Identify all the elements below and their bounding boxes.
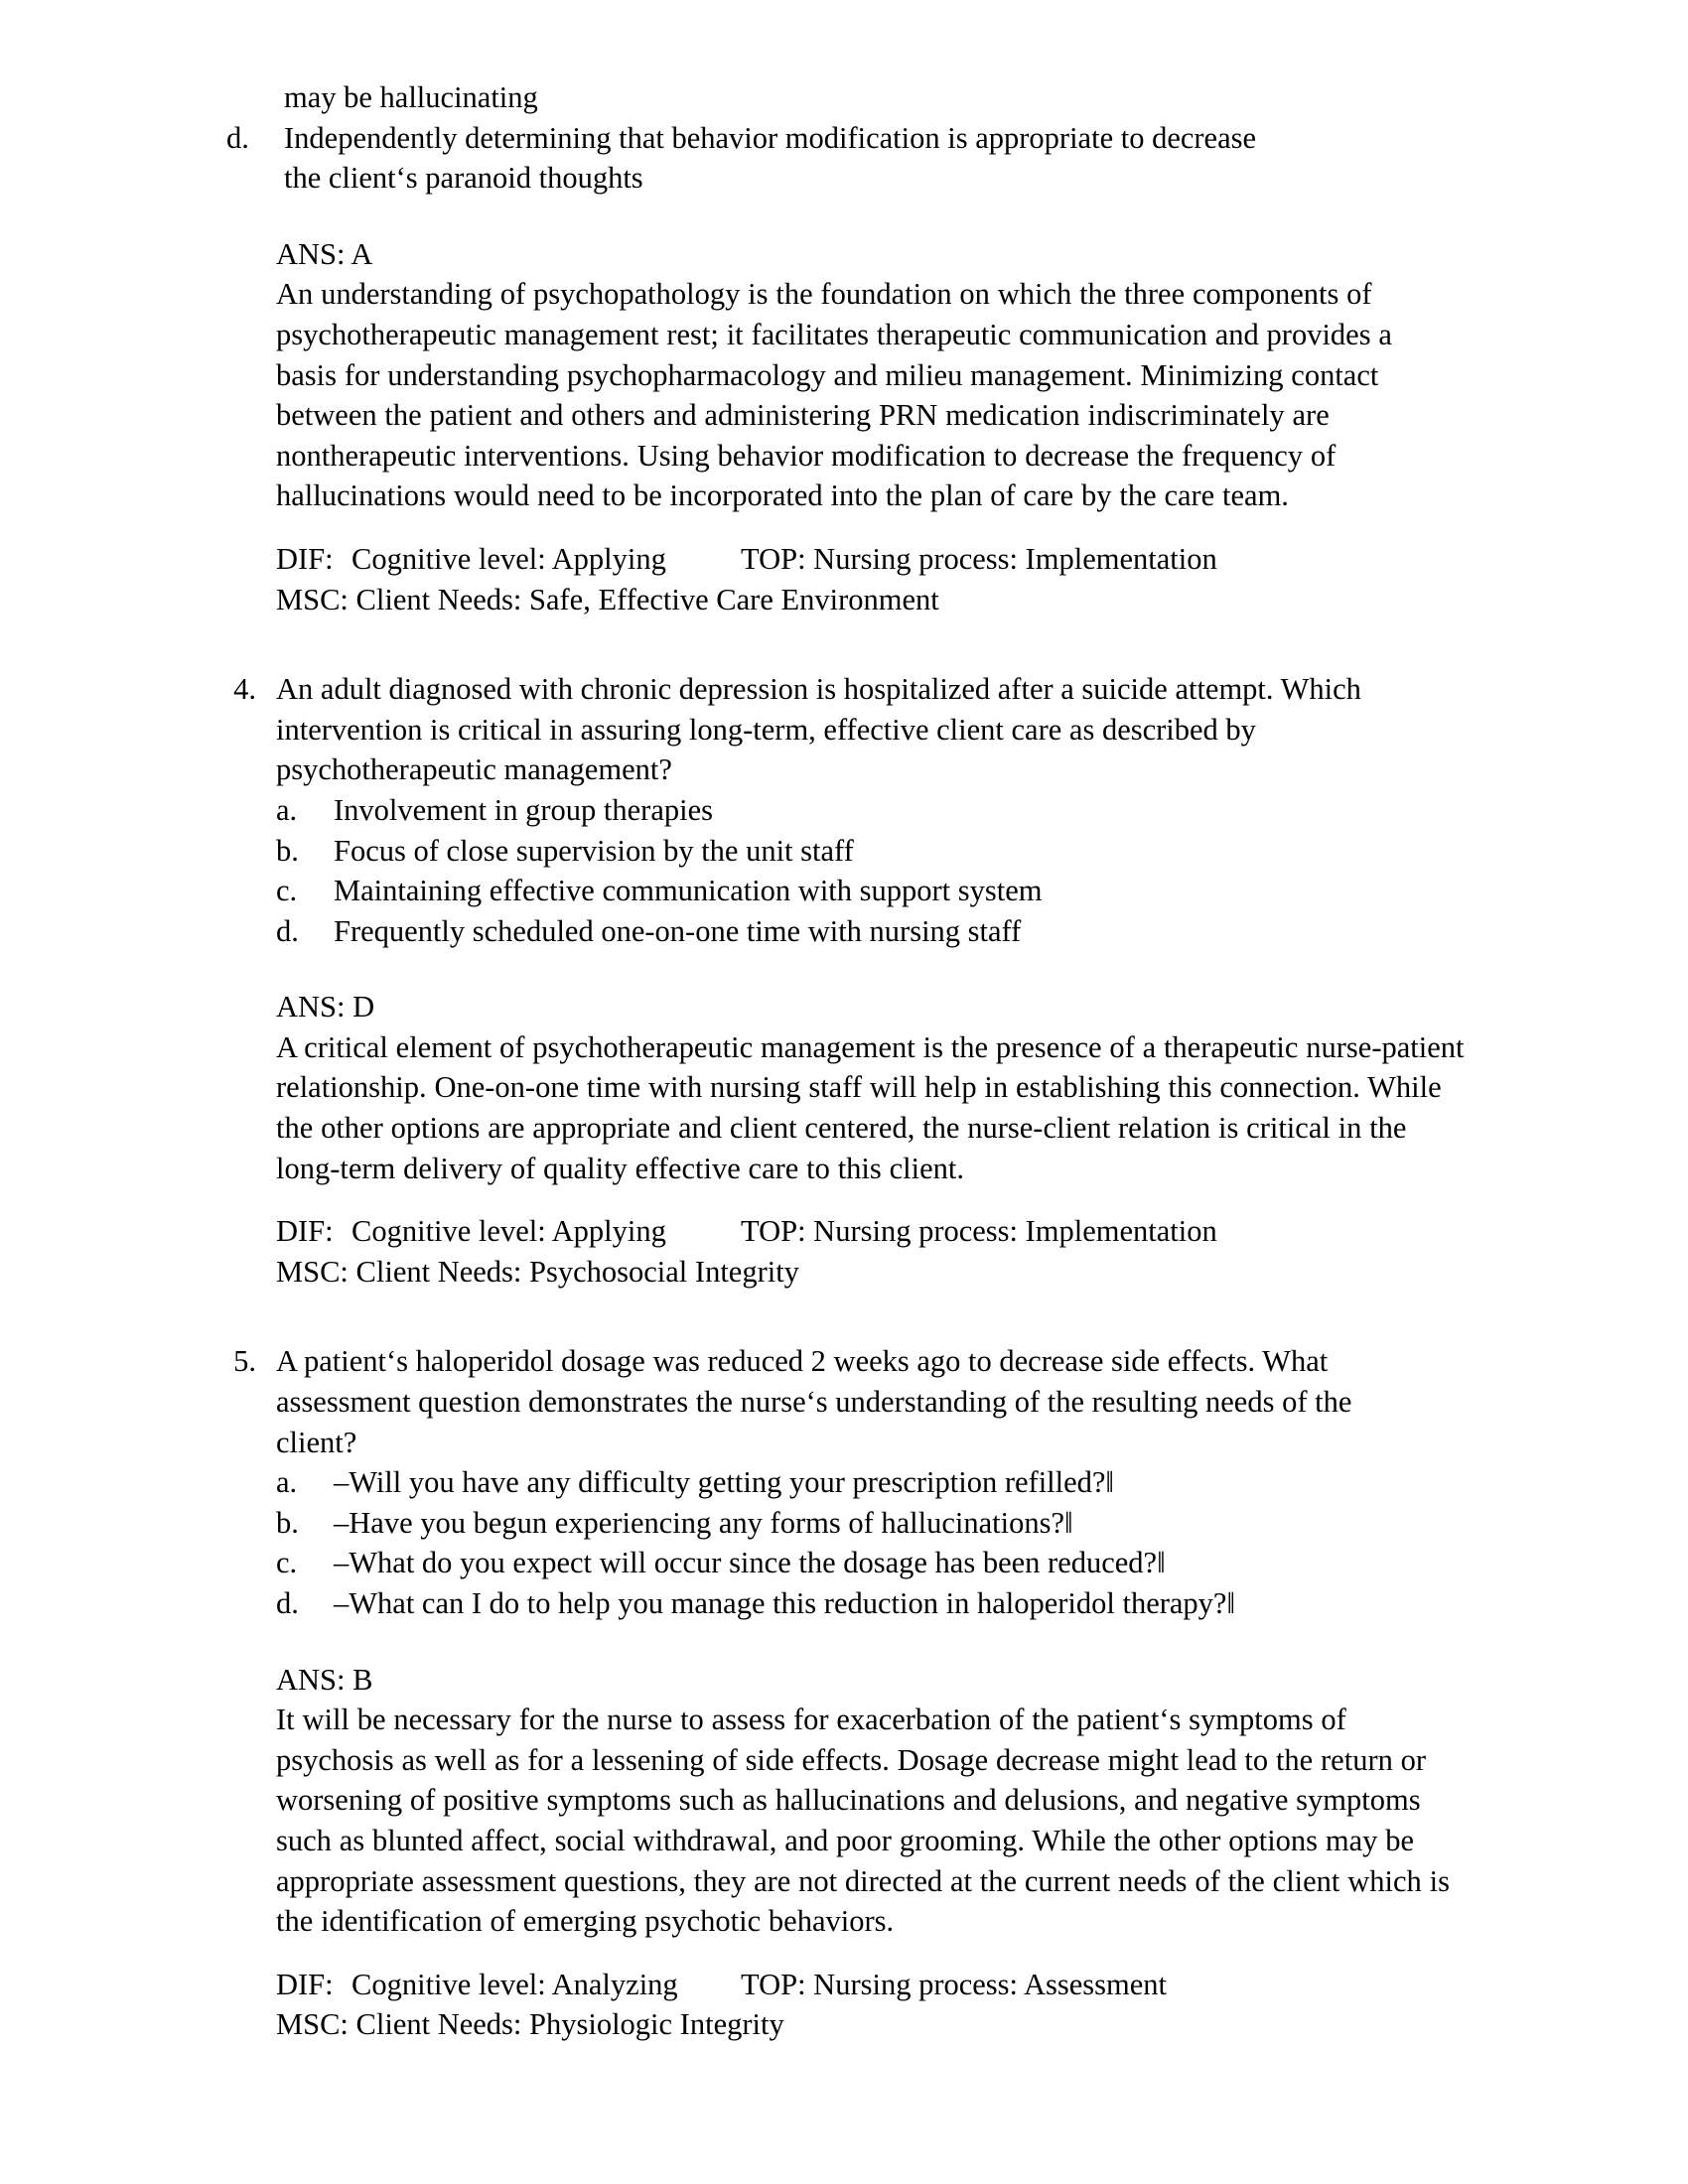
spacer: [276, 516, 1448, 539]
msc-value-q4: MSC: Client Needs: Psychosocial Integrity: [276, 1254, 799, 1289]
spacer: [276, 1624, 1468, 1660]
option-a-4[interactable]: [276, 790, 1468, 831]
option-letter-c: c.: [276, 1546, 298, 1580]
option-b-4[interactable]: [276, 831, 1468, 872]
question3-answer-block: [276, 234, 1448, 619]
dif-label-q4: DIF:: [276, 1214, 334, 1249]
option-text-d-line1: Independently determining that behavior modification is appropriate to decrease: [284, 120, 1257, 155]
option-b-5[interactable]: [276, 1503, 1468, 1544]
option-letter-d: d.: [276, 1586, 299, 1620]
question-stem-4: An adult diagnosed with chronic depression is hospitalized after a suicide attempt. Which intervention is critical in assuring long-term, effective client care as described by psychotherapeutic management?: [276, 672, 1361, 787]
question-number-5: 5.: [233, 1344, 256, 1379]
option-letter-d: d.: [276, 913, 299, 948]
question-stem-5-line2: assessment question demonstrates the nurse‘s understanding of the resulting needs of the: [276, 1385, 1352, 1420]
options-list-5: [276, 1462, 1468, 1623]
option-text-c: ‒What do you expect will occur since the dosage has been reduced?‖: [334, 1546, 1166, 1580]
option-d-4[interactable]: [276, 911, 1468, 952]
metadata-row-q5: [276, 1965, 1468, 2005]
dif-label-q3: DIF:: [276, 541, 334, 576]
option-a-5[interactable]: [276, 1462, 1468, 1503]
question5-answer-block: [276, 1660, 1468, 2045]
answer-label-q4: ANS: D: [276, 990, 375, 1024]
answer-label-q3: ANS: A: [276, 236, 373, 271]
spacer: [276, 1942, 1468, 1965]
option-text-b: ‒Have you begun experiencing any forms of hallucinations?‖: [334, 1505, 1073, 1540]
dif-value-q3: Cognitive level: Applying: [352, 541, 666, 576]
option-text-b: Focus of close supervision by the unit staff: [334, 833, 854, 868]
option-text-c: Maintaining effective communication with support system: [334, 874, 1043, 908]
answer-label-q5: ANS: B: [276, 1662, 373, 1697]
question-4: [183, 669, 1468, 1292]
spacer: [226, 1292, 1468, 1341]
spacer: [226, 199, 1468, 234]
answer-rationale-q4: A critical element of psychotherapeutic management is the presence of a therapeutic nurse-patient relationship. One-on-one time with nursing staff will help in establishing this connection. While the other options are appropriate and client centered, the nurse-client relation is critical in the long-term delivery of quality effective care to this client.: [276, 1029, 1465, 1185]
top-value-q5: TOP: Nursing process: Assessment: [741, 1967, 1167, 2001]
metadata-row-q4: [276, 1211, 1468, 1252]
spacer: [276, 1188, 1468, 1211]
answer-rationale-q3: An understanding of psychopathology is the foundation on which the three components of psychotherapeutic management rest; it facilitates therapeutic communication and provides a basis for understanding psychopharmacology and milieu management. Minimizing contact between the patient and others and administering PRN medication indiscriminately are nontherapeutic interventions. Using behavior modification to decrease the frequency of hallucinations would need to be incorporated into the plan of care by the care team.: [276, 277, 1392, 513]
carryover-option-d-line2: the client‘s paranoid thoughts: [284, 161, 643, 196]
option-letter-c: c.: [276, 874, 298, 908]
page-content: [226, 77, 1468, 2045]
msc-value-q3: MSC: Client Needs: Safe, Effective Care Environment: [276, 582, 939, 616]
question-number-4: 4.: [233, 672, 256, 707]
spacer: [276, 951, 1468, 987]
option-letter-a: a.: [276, 1465, 298, 1500]
carryover-option-d: [226, 118, 1468, 159]
metadata-row-q3: [276, 539, 1448, 580]
question-stem-5-line1: A patient‘s haloperidol dosage was reduced 2 weeks ago to decrease side effects. What: [276, 1344, 1329, 1379]
option-c-4[interactable]: [276, 871, 1468, 911]
dif-value-q5: Cognitive level: Analyzing: [352, 1967, 678, 2001]
options-list-4: [276, 790, 1468, 951]
option-text-a: ‒Will you have any difficulty getting your prescription refilled?‖: [334, 1465, 1115, 1500]
top-value-q3: TOP: Nursing process: Implementation: [741, 541, 1217, 576]
msc-value-q5: MSC: Client Needs: Physiologic Integrity: [276, 2007, 784, 2042]
spacer: [226, 619, 1468, 669]
question4-answer-block: [276, 987, 1468, 1292]
top-value-q4: TOP: Nursing process: Implementation: [741, 1214, 1217, 1249]
option-d-5[interactable]: [276, 1583, 1468, 1624]
option-text-d: Frequently scheduled one-on-one time with nursing staff: [334, 913, 1022, 948]
option-text-d: ‒What can I do to help you manage this reduction in haloperidol therapy?‖: [334, 1586, 1236, 1620]
option-letter-a: a.: [276, 792, 298, 827]
carryover-option-tail: may be hallucinating: [284, 80, 538, 114]
question-5: [183, 1341, 1468, 2045]
dif-label-q5: DIF:: [276, 1967, 334, 2001]
carryover-block: [226, 77, 1468, 199]
question-stem-5-line3: client?: [276, 1425, 357, 1459]
option-letter-b: b.: [276, 833, 299, 868]
option-text-a: Involvement in group therapies: [334, 792, 713, 827]
dif-value-q4: Cognitive level: Applying: [352, 1214, 666, 1249]
answer-rationale-q5: It will be necessary for the nurse to assess for exacerbation of the patient‘s symptoms of psychosis as well as for a lessening of side effects. Dosage decrease might lead to the return or worsening of positive symptoms such as hallucinations and delusions, and negative symptoms such as blunted affect, social withdrawal, and poor grooming. While the other options may be appropriate assessment questions, they are not directed at the current needs of the client which is the identification of emerging psychotic behaviors.: [276, 1703, 1450, 1939]
option-letter-d: d.: [226, 120, 249, 155]
option-letter-b: b.: [276, 1505, 299, 1540]
option-c-5[interactable]: [276, 1543, 1468, 1583]
